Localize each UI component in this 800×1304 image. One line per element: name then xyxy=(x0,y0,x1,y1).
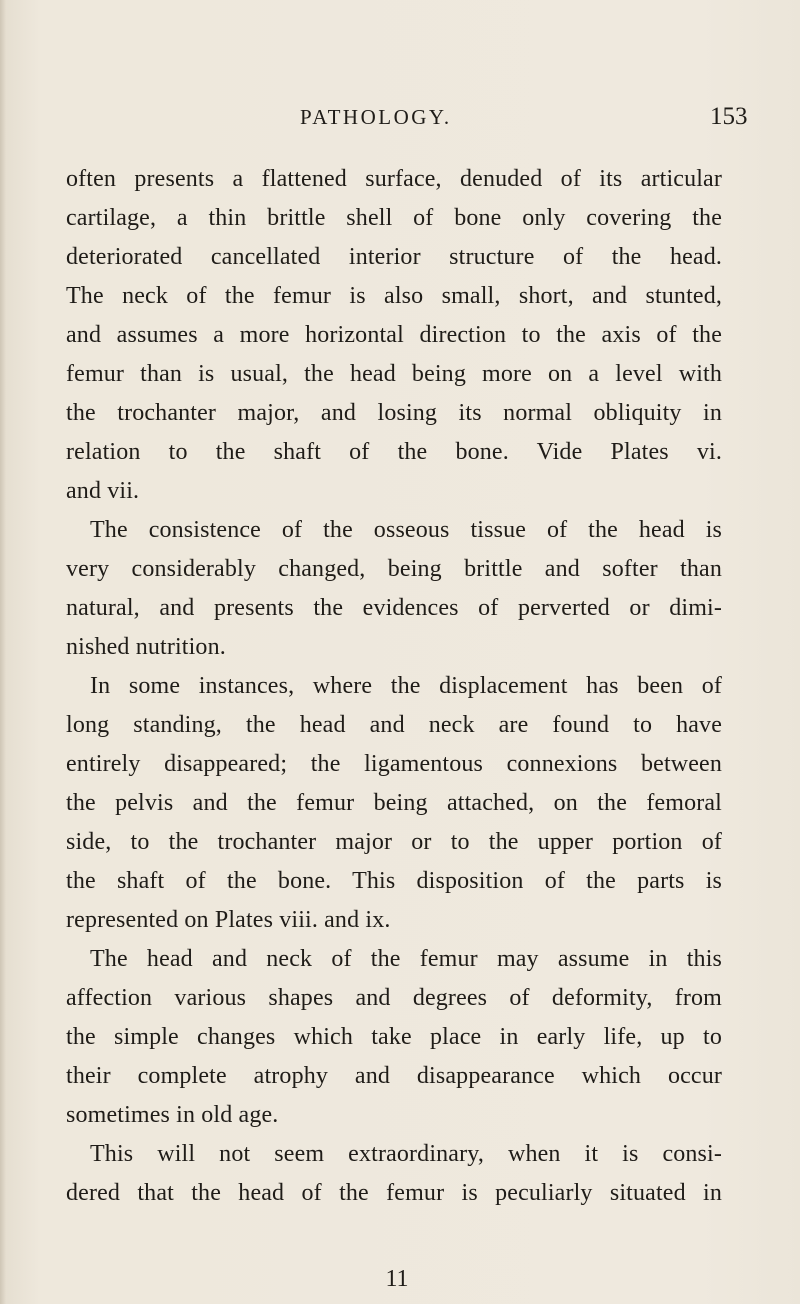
running-title: PATHOLOGY. xyxy=(300,105,452,129)
text-line: their complete atrophy and disappearance which occur xyxy=(66,1063,722,1089)
text-line: the pelvis and the femur being attached, on the femoral xyxy=(66,790,722,816)
text-line: deteriorated cancellated interior structure of the head. xyxy=(66,244,722,270)
text-line: dered that the head of the femur is peculiarly situated in xyxy=(66,1180,722,1206)
page-number: 153 xyxy=(710,103,748,130)
text-line: and assumes a more horizontal direction to the axis of the xyxy=(66,322,722,348)
paragraph-first-line: The head and neck of the femur may assume in this xyxy=(90,946,722,972)
text-line: affection various shapes and degrees of deformity, from xyxy=(66,985,722,1011)
text-line: often presents a flattened surface, denuded of its articular xyxy=(66,166,722,192)
text-line: the shaft of the bone. This disposition of the parts is xyxy=(66,868,722,894)
signature-mark xyxy=(0,1266,800,1293)
text-line: represented on Plates viii. and ix. xyxy=(66,907,391,933)
text-line: very considerably changed, being brittle and softer than xyxy=(66,556,722,582)
text-line: femur than is usual, the head being more on a level with xyxy=(66,361,722,387)
paragraph-first-line: This will not seem extraordinary, when it is consi- xyxy=(90,1141,722,1167)
text-line: and vii. xyxy=(66,478,140,504)
text-line: the trochanter major, and losing its normal obliquity in xyxy=(66,400,722,426)
text-line: the simple changes which take place in early life, up to xyxy=(66,1024,722,1050)
page-gutter-shadow xyxy=(0,0,6,1304)
text-line: The neck of the femur is also small, short, and stunted, xyxy=(66,283,722,309)
body-text xyxy=(66,160,722,1213)
running-head xyxy=(0,103,800,143)
text-line: nished nutrition. xyxy=(66,634,226,660)
paragraph-first-line: In some instances, where the displacement has been of xyxy=(90,673,722,699)
text-line: cartilage, a thin brittle shell of bone only covering the xyxy=(66,205,722,231)
text-line: sometimes in old age. xyxy=(66,1102,279,1128)
paragraph-first-line: The consistence of the osseous tissue of the head is xyxy=(90,517,722,543)
signature-mark-text: 11 xyxy=(385,1266,409,1292)
text-line: side, to the trochanter major or to the upper portion of xyxy=(66,829,722,855)
text-line: long standing, the head and neck are found to have xyxy=(66,712,722,738)
text-line: natural, and presents the evidences of perverted or dimi- xyxy=(66,595,722,621)
text-line: relation to the shaft of the bone. Vide Plates vi. xyxy=(66,439,722,465)
text-line: entirely disappeared; the ligamentous connexions between xyxy=(66,751,722,777)
